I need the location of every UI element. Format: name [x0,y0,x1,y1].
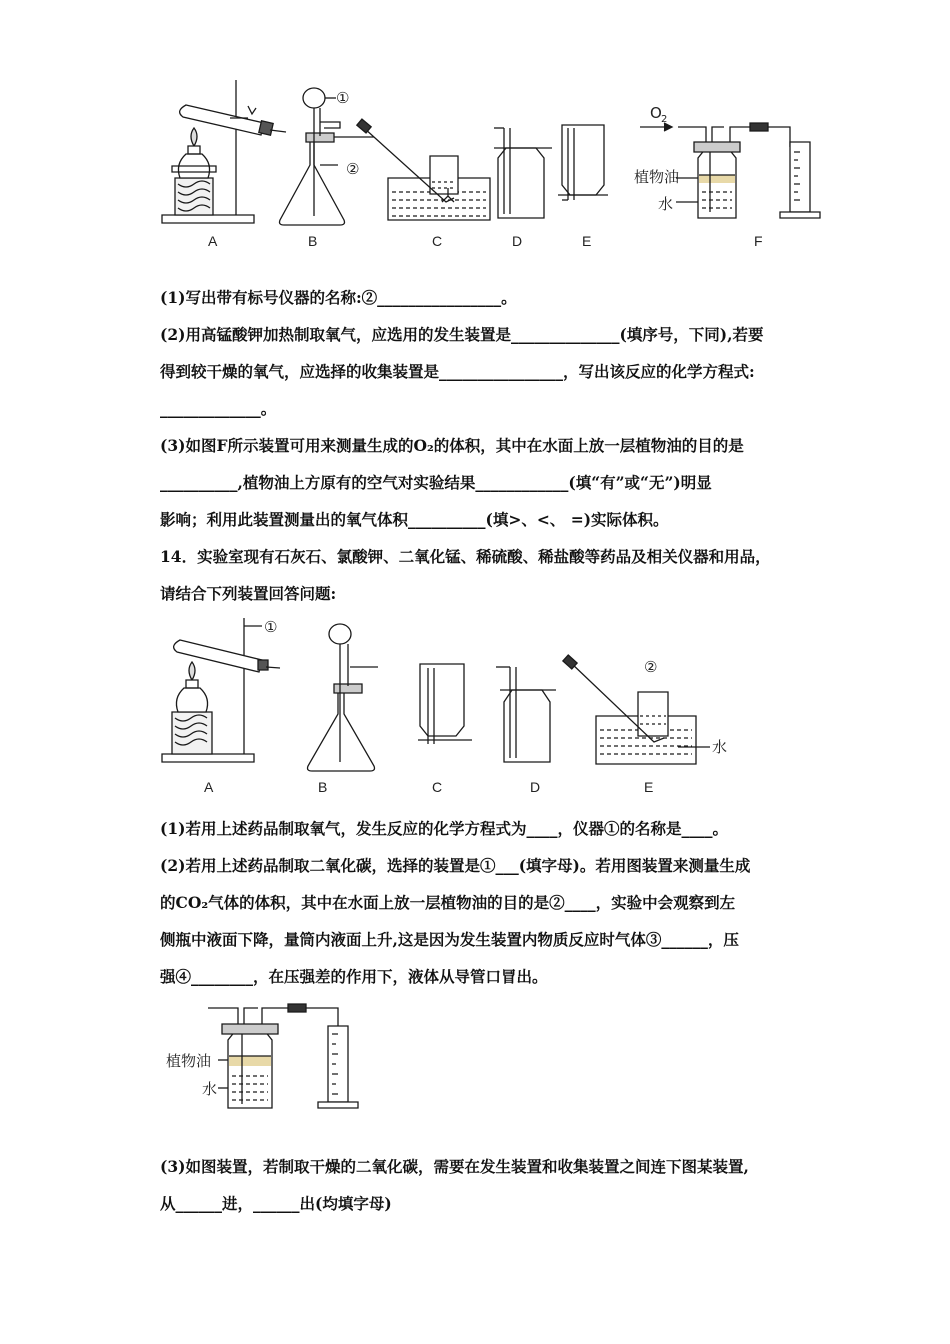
fig2-apparatus-b [308,624,379,771]
question-13-body [160,279,810,612]
apparatus-a-heating [162,80,286,223]
q14-part3-line2: 从______进，______出(均填字母) [160,1194,392,1213]
question-14-parts [160,810,810,995]
q13-part3-line2: __________,植物油上方原有的空气对实验结果____________(填“有”或“无”)明显 [160,473,712,492]
figure2-label-d: D [530,779,541,795]
figure2-label-b: B [318,779,328,795]
o2-subscript: 2 [661,114,668,125]
fig2-callout-1: ① [264,618,278,636]
figure2-label-c: C [432,779,443,795]
fig2-apparatus-e [563,655,710,764]
figure1-label-e: E [582,233,592,249]
q14-intro-line2: 请结合下列装置回答问题: [160,584,337,603]
callout-2: ② [346,160,360,178]
q13-part3-line1: (3)如图F所示装置可用来测量生成的O₂的体积，其中在水面上放一层植物油的目的是 [160,436,744,455]
q13-part2-line2: 得到较干燥的氧气，应选择的收集装置是________________，写出该反应的化学方程式: [160,362,755,381]
water-label: 水 [658,195,674,213]
figure1-label-f: F [754,233,763,249]
figure1-label-c: C [432,233,443,249]
fig2-apparatus-d [496,667,556,762]
oil-label: 植物油 [634,168,680,186]
fig2-apparatus-a [162,618,280,762]
figure2-label-e: E [644,779,654,795]
fig2-callout-2: ② [644,658,658,676]
figure1-label-b: B [308,233,318,249]
q13-part1-line1: (1)写出带有标号仪器的名称:②________________。 [160,288,517,307]
q14-part2-line3: 侧瓶中液面下降，量筒内液面上升,这是因为发生装置内物质反应时气体③______，压 [160,930,739,949]
fig2-water-label: 水 [712,738,728,756]
callout-1: ① [336,89,350,107]
o2-label: O [650,104,662,122]
q13-part2-line3: _____________。 [160,399,277,418]
fig3-water-label: 水 [202,1080,218,1098]
q14-part2-line4: 强④________，在压强差的作用下，液体从导管口冒出。 [160,967,548,986]
figure-3-measure [160,1000,380,1115]
apparatus-c-trough [357,119,490,220]
q14-intro-line1: 14．实验室现有石灰石、氯酸钾、二氧化锰、稀硫酸、稀盐酸等药品及相关仪器和用品， [160,547,771,566]
q13-part2-line1: (2)用高锰酸钾加热制取氧气，应选用的发生装置是______________(填序号，下同),若要 [160,325,764,344]
figure2-label-a: A [204,779,214,795]
q13-part3-line3: 影响；利用此装置测量出的氧气体积__________(填>、<、 =)实际体积。 [160,510,669,529]
figure-1-apparatus [150,70,830,255]
question-14-part3 [160,1148,810,1222]
apparatus-d-bottle [494,128,552,218]
q14-part2-line1: (2)若用上述药品制取二氧化碳，选择的装置是①___(填字母)。若用图装置来测量生成 [160,856,751,875]
fig2-apparatus-c [418,664,472,744]
q14-part1-line1: (1)若用上述药品制取氧气，发生反应的化学方程式为____，仪器①的名称是____。 [160,819,728,838]
apparatus-e-bottle [558,125,608,200]
figure1-label-a: A [208,233,218,249]
apparatus-b-flask [280,88,375,225]
q14-part3-line1: (3)如图装置，若制取干燥的二氧化碳，需要在发生装置和收集装置之间连下图某装置, [160,1157,749,1176]
fig3-oil-label: 植物油 [166,1052,212,1070]
q14-part2-line2: 的CO₂气体的体积，其中在水面上放一层植物油的目的是②____，实验中会观察到左 [160,893,736,912]
figure1-label-d: D [512,233,523,249]
figure-2-apparatus [150,612,750,802]
